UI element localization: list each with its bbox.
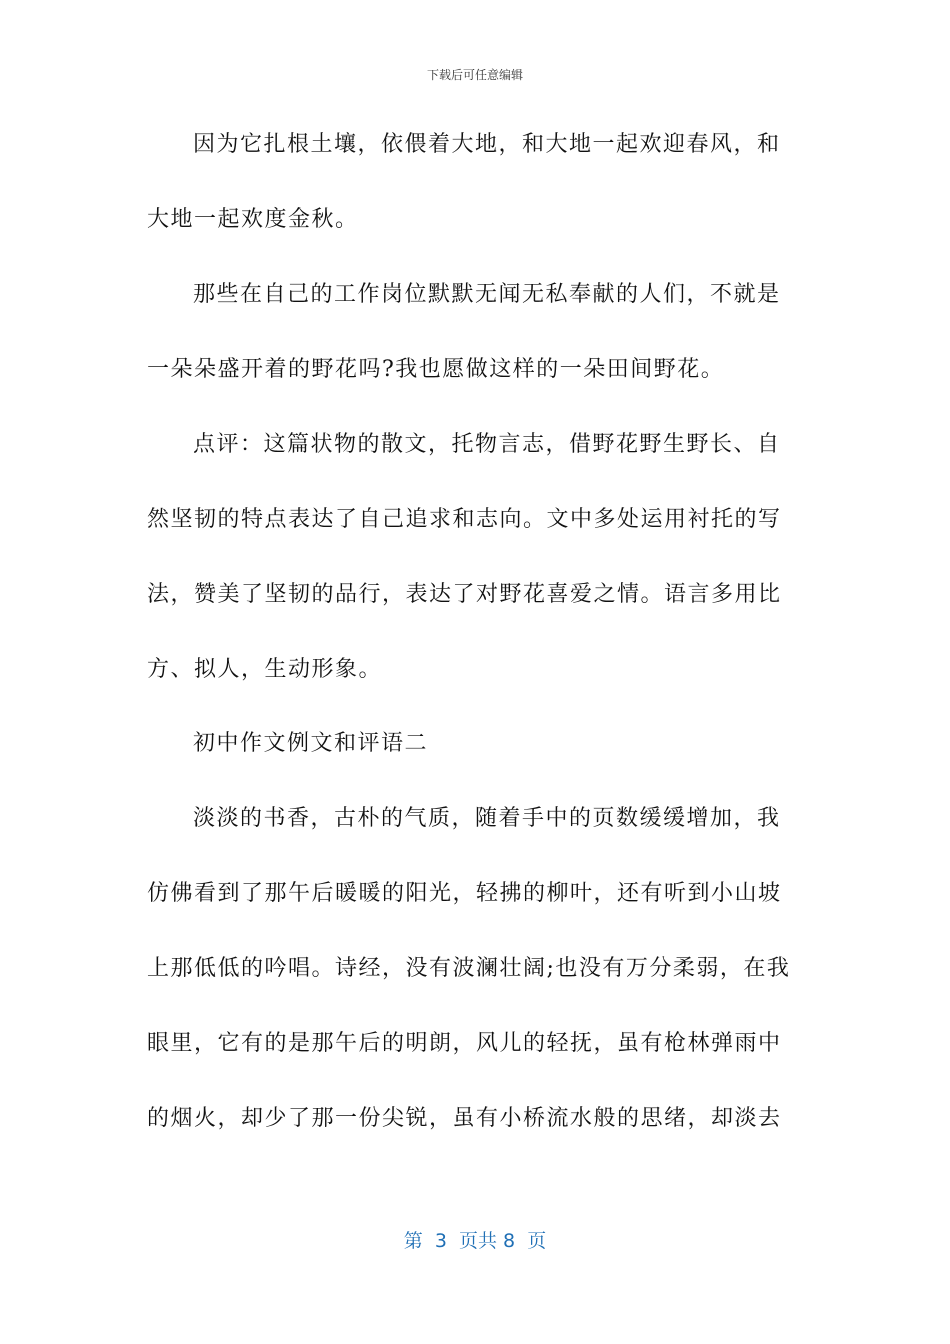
page-header: 下载后可任意编辑 (426, 68, 523, 82)
paragraph-line: 方、拟人，生动形象。 (147, 657, 383, 682)
paragraph-line: 眼里，它有的是那午后的明朗，风儿的轻抚，虽有枪林弹雨中 (147, 1031, 782, 1056)
paragraph-line: 的烟火，却少了那一份尖锐，虽有小桥流水般的思绪，却淡去 (147, 1106, 782, 1131)
paragraph-line: 一朵朵盛开着的野花吗?我也愿做这样的一朵田间野花。 (147, 357, 725, 382)
paragraph-line: 那些在自己的工作岗位默默无闻无私奉献的人们，不就是 (193, 282, 781, 307)
paragraph-line: 仿佛看到了那午后暖暖的阳光，轻拂的柳叶，还有听到小山坡 (147, 881, 782, 906)
paragraph-line: 点评：这篇状物的散文，托物言志，借野花野生野长、自 (193, 432, 781, 457)
paragraph-line: 大地一起欢度金秋。 (147, 207, 359, 232)
paragraph-line: 因为它扎根土壤，依偎着大地，和大地一起欢迎春风，和 (193, 132, 781, 157)
paragraph-line: 然坚韧的特点表达了自己追求和志向。文中多处运用衬托的写 (147, 507, 782, 532)
section-heading: 初中作文例文和评语二 (193, 731, 429, 756)
paragraph-line: 上那低低的吟唱。诗经，没有波澜壮阔;也没有万分柔弱，在我 (147, 956, 791, 981)
paragraph-line: 淡淡的书香，古朴的气质，随着手中的页数缓缓增加，我 (193, 806, 781, 831)
page-number-footer: 第 3 页共 8 页 (403, 1230, 547, 1252)
paragraph-line: 法，赞美了坚韧的品行，表达了对野花喜爱之情。语言多用比 (147, 582, 782, 607)
